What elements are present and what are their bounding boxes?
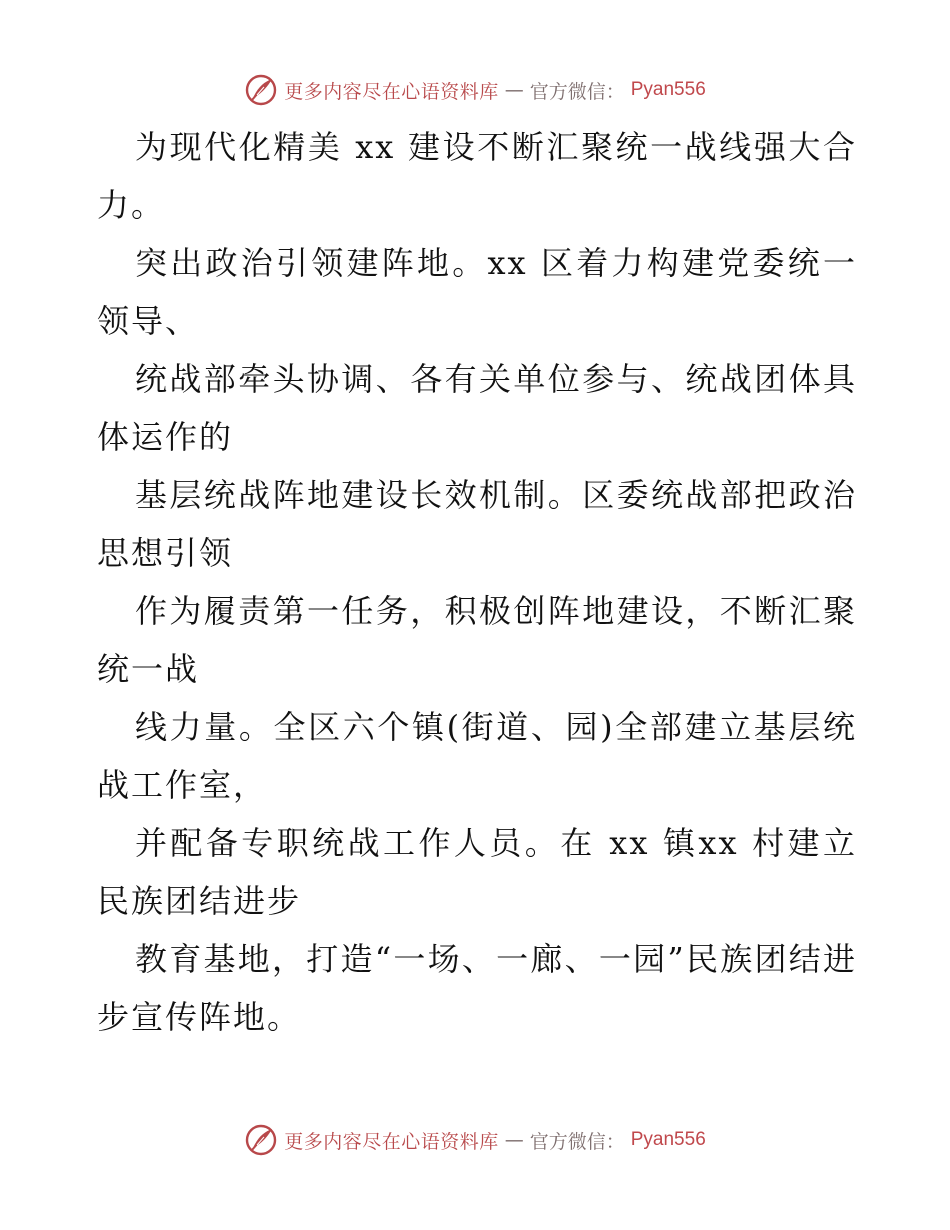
header-watermark-banner xyxy=(0,70,950,110)
banner-dash: — xyxy=(504,79,524,101)
paragraph: 教育基地，打造“一场、一廊、一园”民族团结进步宣传阵地。 xyxy=(97,940,857,1036)
paragraph: 作为履责第一任务，积极创阵地建设，不断汇聚统一战 xyxy=(97,592,857,688)
banner-wechat-id: Pyan556 xyxy=(630,1129,706,1150)
banner-wechat-label: 官方微信： xyxy=(529,1130,625,1153)
paragraph: 并配备专职统战工作人员。在 xx 镇xx 村建立民族团结进步 xyxy=(97,824,857,920)
banner-wechat-id: Pyan556 xyxy=(630,79,706,100)
feather-pen-logo-icon xyxy=(244,1123,278,1157)
paragraph: 基层统战阵地建设长效机制。区委统战部把政治思想引领 xyxy=(97,476,857,572)
feather-pen-logo-icon xyxy=(244,73,278,107)
document-body xyxy=(97,118,857,1046)
footer-watermark-banner xyxy=(0,1120,950,1160)
paragraph: 统战部牵头协调、各有关单位参与、统战团体具体运作的 xyxy=(97,360,857,456)
banner-wechat-label: 官方微信： xyxy=(529,80,625,103)
banner-dash: — xyxy=(504,1129,524,1151)
banner-site-text: 更多内容尽在心语资料库 xyxy=(284,1130,499,1153)
paragraph: 突出政治引领建阵地。xx 区着力构建党委统一领导、 xyxy=(97,244,857,340)
paragraph: 线力量。全区六个镇(街道、园)全部建立基层统战工作室， xyxy=(97,708,857,804)
paragraph: 为现代化精美 xx 建设不断汇聚统一战线强大合力。 xyxy=(97,128,857,224)
banner-site-text: 更多内容尽在心语资料库 xyxy=(284,80,499,103)
